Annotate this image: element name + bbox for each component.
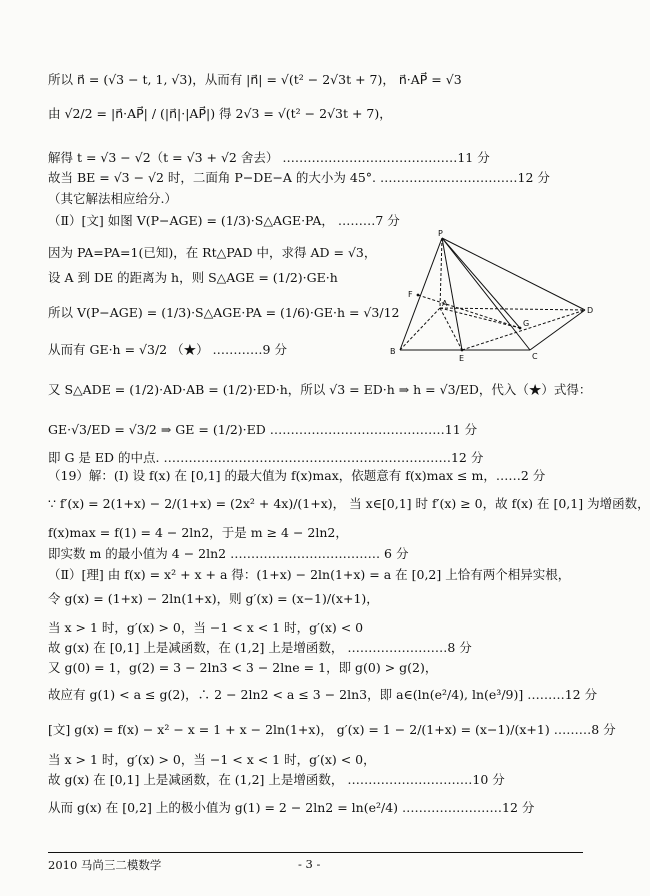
text-line: （19）解：(Ⅰ) 设 f(x) 在 [0,1] 的最大值为 f(x)max，依题意有 f(x)max ≤ m，……2 分 bbox=[48, 468, 546, 483]
text-line: 所以 n⃗ = (√3 − t, 1, √3)，从而有 |n⃗| = √(t² − 2√3t + 7)， n⃗·AP⃗ = √3 bbox=[48, 72, 462, 87]
text-line: 故 g(x) 在 [0,1] 上是减函数，在 (1,2] 上是增函数， …………………………10 分 bbox=[48, 772, 505, 787]
label-b: B bbox=[390, 347, 396, 356]
edge-pa bbox=[440, 238, 442, 308]
text-line: （其它解法相应给分.） bbox=[48, 191, 177, 206]
pyramid-figure bbox=[380, 228, 595, 368]
text-line: ∵ f′(x) = 2(1+x) − 2/(1+x) = (2x² + 4x)/(1+x)， 当 x∈[0,1] 时 f′(x) ≥ 0，故 f(x) 在 [0,1] 为增函数， bbox=[48, 496, 650, 511]
point-e bbox=[461, 349, 464, 352]
page-footer bbox=[48, 852, 583, 877]
point-g bbox=[519, 327, 522, 330]
label-f: F bbox=[408, 290, 413, 299]
point-f bbox=[417, 294, 420, 297]
text-line: 由 √2/2 = |n⃗·AP⃗| / (|n⃗|·|AP⃗|) 得 2√3 = √(t² − 2√3t + 7)， bbox=[48, 106, 392, 121]
text-line: 故当 BE = √3 − √2 时，二面角 P−DE−A 的大小为 45°. ……………………………12 分 bbox=[48, 170, 550, 185]
text-line: 故应有 g(1) < a ≤ g(2)，∴ 2 − 2ln2 < a ≤ 3 − 2ln3，即 a∈(ln(e²/4), ln(e³/9)] ………12 分 bbox=[48, 687, 598, 702]
text-line: 从而有 GE·h = √3/2 （★） …………9 分 bbox=[48, 342, 287, 357]
label-p: P bbox=[438, 229, 443, 238]
edge-ba bbox=[400, 308, 440, 350]
text-line: 设 A 到 DE 的距离为 h，则 S△AGE = (1/2)·GE·h bbox=[48, 270, 338, 285]
label-a: A bbox=[442, 299, 448, 308]
edge-pd bbox=[442, 238, 585, 310]
label-g: G bbox=[523, 319, 530, 328]
edge-pb bbox=[400, 238, 442, 350]
label-e: E bbox=[459, 354, 465, 363]
text-line: （Ⅱ）[文] 如图 V(P−AGE) = (1/3)·S△AGE·PA， ………7 分 bbox=[48, 213, 400, 228]
text-line: 从而 g(x) 在 [0,2] 上的极小值为 g(1) = 2 − 2ln2 = ln(e²/4) ……………………12 分 bbox=[48, 800, 535, 815]
text-line: f(x)max = f(1) = 4 − 2ln2，于是 m ≥ 4 − 2ln2， bbox=[48, 525, 348, 540]
edge-pg bbox=[442, 238, 520, 328]
page-number: - 3 - bbox=[298, 857, 321, 871]
text-line: 当 x > 1 时，g′(x) > 0，当 −1 < x < 1 时，g′(x) < 0 bbox=[48, 620, 364, 635]
edge-ag bbox=[440, 308, 520, 328]
edge-pe bbox=[442, 238, 462, 350]
text-line: [文] g(x) = f(x) − x² − x = 1 + x − 2ln(1+x)， g′(x) = 1 − 2/(1+x) = (x−1)/(x+1) ………8 分 bbox=[48, 722, 616, 737]
label-c: C bbox=[532, 352, 538, 361]
label-d: D bbox=[587, 306, 594, 315]
text-line: 解得 t = √3 − √2（t = √3 + √2 舍去） ……………………………………11 分 bbox=[48, 150, 490, 165]
text-line: 所以 V(P−AGE) = (1/3)·S△AGE·PA = (1/6)·GE·h = √3/12 bbox=[48, 305, 400, 320]
edge-pc bbox=[442, 238, 530, 350]
text-line: 即实数 m 的最小值为 4 − 2ln2 ……………………………… 6 分 bbox=[48, 546, 409, 561]
text-line: 当 x > 1 时，g′(x) > 0，当 −1 < x < 1 时，g′(x) < 0， bbox=[48, 752, 376, 767]
text-line: （Ⅱ）[理] 由 f(x) = x² + x + a 得：(1+x) − 2ln(1+x) = a 在 [0,2] 上恰有两个相异实根， bbox=[48, 567, 571, 582]
text-line: 令 g(x) = (1+x) − 2ln(1+x)，则 g′(x) = (x−1)/(x+1)， bbox=[48, 591, 379, 606]
edge-fg bbox=[418, 295, 520, 328]
text-line: 又 g(0) = 1，g(2) = 3 − 2ln3 < 3 − 2lne = 1，即 g(0) > g(2)， bbox=[48, 660, 438, 675]
text-line: 故 g(x) 在 [0,1] 上是减函数，在 (1,2] 上是增函数， ……………………8 分 bbox=[48, 640, 472, 655]
edge-ed bbox=[462, 310, 585, 350]
footer-title: 2010 马尚三二模数学 bbox=[48, 858, 162, 872]
text-line: 又 S△ADE = (1/2)·AD·AB = (1/2)·ED·h，所以 √3 = ED·h ⇒ h = √3/ED，代入（★）式得： bbox=[48, 382, 592, 397]
text-line: GE·√3/ED = √3/2 ⇒ GE = (1/2)·ED ……………………………………11 分 bbox=[48, 422, 478, 437]
text-line: 因为 PA=PA=1(已知)，在 Rt△PAD 中，求得 AD = √3， bbox=[48, 245, 377, 260]
edge-cd bbox=[530, 310, 585, 350]
text-line: 即 G 是 ED 的中点. ……………………………………………………………12 分 bbox=[48, 450, 484, 465]
